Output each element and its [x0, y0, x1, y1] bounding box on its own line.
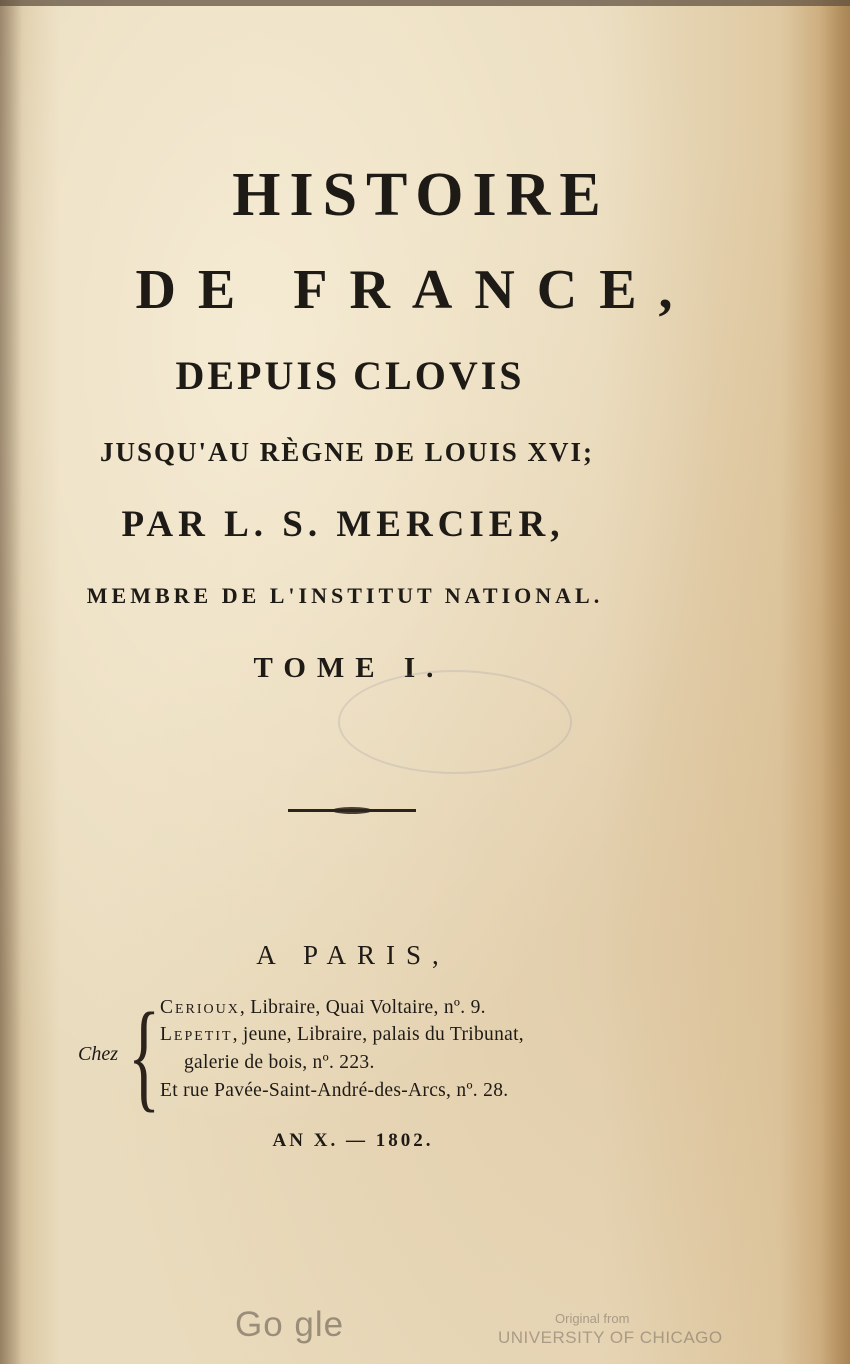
title-line-3: DEPUIS CLOVIS [175, 353, 525, 398]
imprint-place: A PARIS, [256, 940, 450, 970]
publisher-line-4: Et rue Pavée-Saint-André-des-Arcs, nº. 28. [160, 1080, 509, 1101]
publisher-line-3: galerie de bois, nº. 223. [184, 1052, 375, 1073]
library-stamp [338, 670, 572, 774]
publisher-name: Cerioux [160, 997, 240, 1018]
publisher-details: , Libraire, Quai Voltaire, nº. 9. [239, 997, 486, 1018]
publisher-name: Lepetit [160, 1024, 233, 1045]
source-line-1: Original from [555, 1311, 630, 1326]
publisher-line-2 [160, 1024, 524, 1046]
publisher-block [74, 988, 674, 1123]
title-line-2: DE FRANCE, [135, 259, 695, 321]
author-line: PAR L. S. MERCIER, [121, 504, 565, 545]
google-watermark-logo: Go gle [235, 1305, 345, 1344]
title-line-4: JUSQU'AU RÈGNE DE LOUIS XVI; [99, 437, 595, 467]
source-line-2: UNIVERSITY OF CHICAGO [498, 1328, 723, 1347]
chez-label: Chez [78, 1043, 118, 1065]
brace-icon: { [128, 988, 161, 1123]
volume-line: TOME I. [253, 652, 445, 684]
publisher-line-1 [160, 997, 486, 1019]
affiliation-line: MEMBRE DE L'INSTITUT NATIONAL. [86, 583, 604, 608]
title-line-1: HISTOIRE [232, 161, 610, 229]
publisher-details: , jeune, Libraire, palais du Tribunat, [232, 1024, 524, 1045]
imprint-date: AN X. — 1802. [272, 1130, 434, 1151]
ornamental-rule [288, 809, 416, 812]
